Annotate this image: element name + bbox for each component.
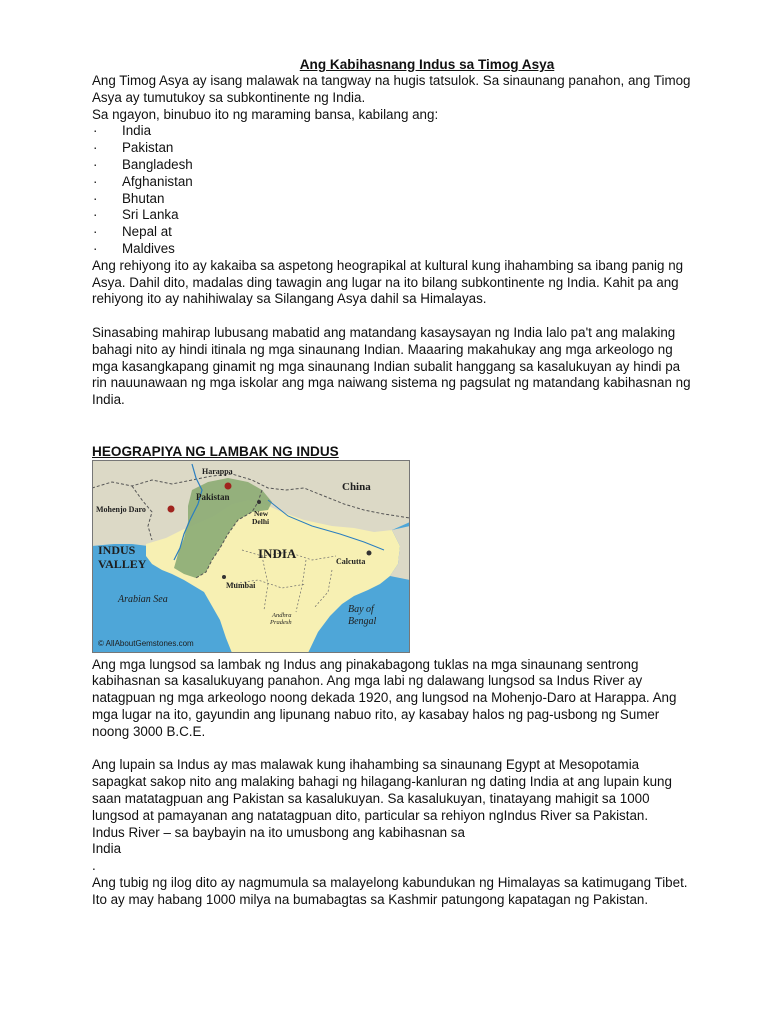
bullet-glyph: · xyxy=(93,190,98,206)
list-item-text: Maldives xyxy=(122,240,175,256)
list-item xyxy=(92,191,692,208)
list-item xyxy=(92,224,692,241)
map-label-andhra: Andhra xyxy=(272,611,292,619)
indus-valley-map xyxy=(92,460,410,653)
map-label-harappa: Harappa xyxy=(202,466,233,476)
indus-cities-paragraph: Ang mga lungsod sa lambak ng Indus ang pinakabagong tuklas na mga sinaunang sentrong kabihasnan sa kasalukuyang panahon. Ang mga labi ng dalawang lungsod sa Indus River ay natagpuan ng mga arkeologo noong dekada 1920, ang lungsod na Mohenjo-Daro at Harappa. Ang mga lugar na ito, gayundin ang lipunang nabuo rito, ay kasabay halos ng pag-usbong ng Sumer noong 3000 B.C.E. xyxy=(92,656,677,739)
paragraph-gap xyxy=(92,741,692,758)
list-item xyxy=(92,207,692,224)
list-item xyxy=(92,174,692,191)
document-page xyxy=(92,56,692,908)
list-item xyxy=(92,157,692,174)
bullet-glyph: · xyxy=(93,140,98,156)
bullet-glyph: · xyxy=(93,156,98,172)
paragraph-gap xyxy=(92,409,692,426)
map-label-india: INDIA xyxy=(258,545,297,561)
list-item xyxy=(92,140,692,157)
list-item xyxy=(92,241,692,258)
map-label-bay-of: Bay of xyxy=(348,603,374,615)
map-label-pradesh: Pradesh xyxy=(270,618,292,626)
list-item-text: India xyxy=(122,123,152,139)
list-item-text: Sri Lanka xyxy=(122,207,179,223)
list-item-text: Nepal at xyxy=(122,224,172,240)
map-label-calcutta: Calcutta xyxy=(336,556,366,566)
list-item-text: Afghanistan xyxy=(122,173,193,189)
map-label-arabian-sea: Arabian Sea xyxy=(118,593,168,605)
indus-river-line-2: India xyxy=(92,841,122,857)
bullet-glyph: · xyxy=(93,240,98,256)
map-harappa-dot xyxy=(225,482,232,489)
map-mohenjo-daro-dot xyxy=(168,505,175,512)
paragraph-gap xyxy=(92,308,692,325)
list-item-text: Bangladesh xyxy=(122,156,193,172)
intro-paragraph: Ang Timog Asya ay isang malawak na tangway na hugis tatsulok. Sa sinaunang panahon, ang Timog Asya ay tumutukoy sa subkontinente ng India. xyxy=(92,73,691,105)
map-label-new-delhi-1: New xyxy=(254,508,269,518)
list-item xyxy=(92,123,692,140)
map-mumbai-dot xyxy=(222,575,226,579)
map-label-mumbai: Mumbai xyxy=(226,580,256,590)
map-new-delhi-dot xyxy=(257,500,261,504)
bullet-glyph: · xyxy=(93,207,98,223)
map-label-valley: VALLEY xyxy=(98,556,147,571)
intro-list-lead: Sa ngayon, binubuo ito ng maraming bansa, kabilang ang: xyxy=(92,106,439,122)
map-label-bengal: Bengal xyxy=(348,615,377,627)
section-heading: HEOGRAPIYA NG LAMBAK NG INDUS xyxy=(92,443,339,459)
paragraph-gap xyxy=(92,426,692,443)
document-title: Ang Kabihasnang Indus sa Timog Asya xyxy=(299,57,555,72)
country-list xyxy=(92,123,692,257)
map-label-china: China xyxy=(342,480,371,493)
indus-river-line-3: . xyxy=(92,858,96,874)
map-calcutta-dot xyxy=(367,550,372,555)
indus-river-line: Indus River – sa baybayin na ito umusbong ang kabihasnan sa xyxy=(92,824,465,840)
map-label-indus: INDUS xyxy=(98,542,136,557)
bullet-glyph: · xyxy=(93,173,98,189)
river-water-paragraph: Ang tubig ng ilog dito ay nagmumula sa malayelong kabundukan ng Himalayas sa katimugang Tibet. Ito ay may habang 1000 milya na bumabagtas sa Kashmir patungong kapatagan ng Pakistan. xyxy=(92,874,688,907)
map-label-new-delhi-2: Delhi xyxy=(252,516,270,526)
map-label-pakistan: Pakistan xyxy=(196,491,230,502)
history-paragraph: Sinasabing mahirap lubusang mabatid ang matandang kasaysayan ng India lalo pa't ang malaking bahagi nito ay hindi itinala ng mga sinaunang Indian. Maaaring makahukay ang mga arkeologo ng mga kasangkapang ginamit ng mga sinaunang Indian subalit hanggang sa kasalukuyan ay hindi pa rin nauunawaan ng mga iskolar ang mga naiwang sistema ng pagsulat ng matandang kabihasnan ng India. xyxy=(92,324,691,408)
indus-land-paragraph: Ang lupain sa Indus ay mas malawak kung ihahambing sa sinaunang Egypt at Mesopotamia sapagkat sakop nito ang malaking bahagi ng hilagang-kanluran ng dating India at ang lupain kung saan matatagpuan ang Pakistan sa kasalukuyan. Sa kasalukuyan, tinatayang mahigit sa 1000 lungsod at pamayanan ang natatagpuan dito, particular sa rehiyon ngIndus River sa Pakistan. xyxy=(92,757,672,823)
list-item-text: Pakistan xyxy=(122,140,174,156)
region-paragraph: Ang rehiyong ito ay kakaiba sa aspetong heograpikal at kultural kung ihahambing sa ibang panig ng Asya. Dahil dito, madalas ding tawagin ang lugar na ito bilang subkontinente ng India. Kahit pa ang rehiyong ito ay nahihiwalay sa Silangang Asya dahil sa Himalayas. xyxy=(92,257,684,307)
list-item-text: Bhutan xyxy=(122,190,165,206)
bullet-glyph: · xyxy=(93,224,98,240)
bullet-glyph: · xyxy=(93,123,98,139)
map-label-mohenjo-daro: Mohenjo Daro xyxy=(96,504,146,514)
map-credit: © AllAboutGemstones.com xyxy=(98,638,194,648)
